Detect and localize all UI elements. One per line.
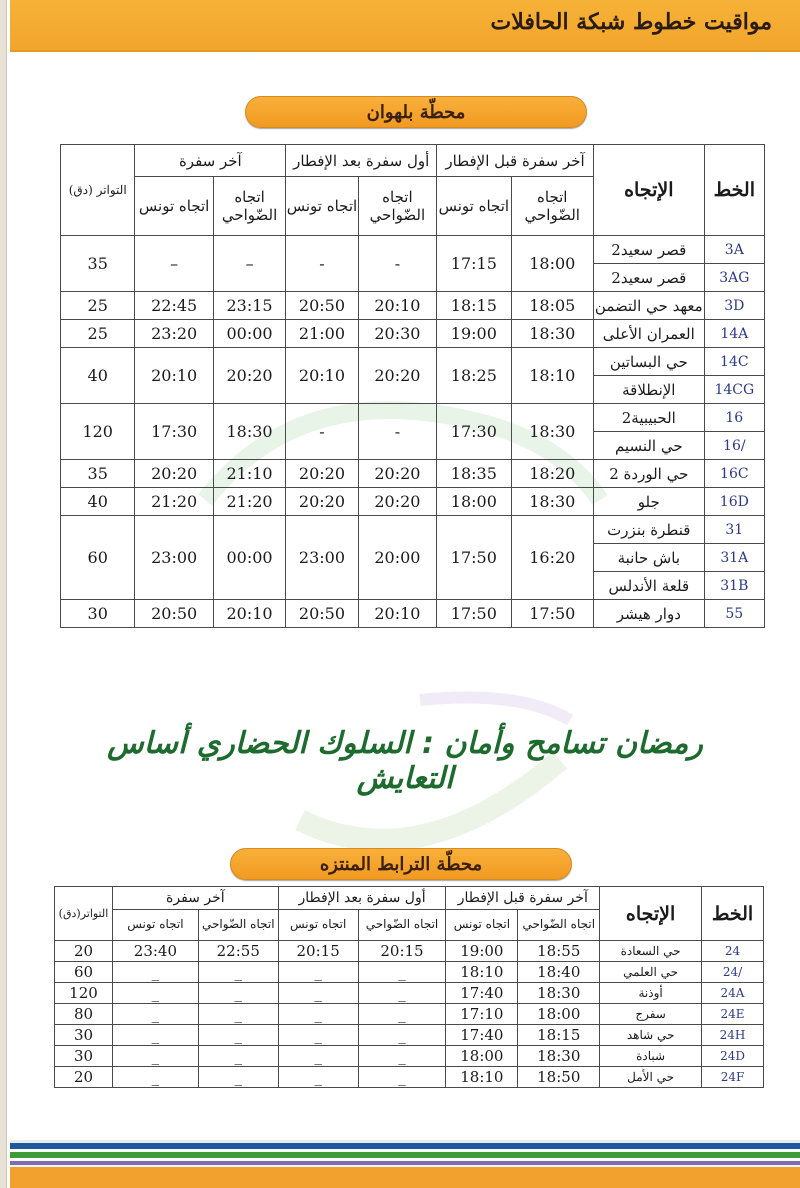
time-cell: 23:00	[286, 516, 358, 600]
direction-cell: سفرج	[600, 1004, 702, 1025]
time-cell: -	[358, 404, 436, 460]
time-cell: 19:00	[437, 320, 511, 348]
time-cell: 16:20	[511, 516, 593, 600]
time-cell: _	[278, 1004, 358, 1025]
time-cell: 18:30	[511, 320, 593, 348]
table-row	[61, 460, 765, 488]
line-code-cell: 31B	[704, 572, 764, 600]
time-cell: 18:30	[518, 983, 600, 1004]
time-cell: 00:00	[213, 516, 285, 600]
direction-cell: شبادة	[600, 1046, 702, 1067]
interval-cell: 20	[55, 1067, 113, 1088]
line-code-cell: 31A	[704, 544, 764, 572]
dir-tunis-header: اتجاه تونس	[112, 910, 198, 941]
time-cell: 18:15	[437, 292, 511, 320]
time-cell: 23:00	[135, 516, 213, 600]
direction-cell: قصر سعيد2	[593, 264, 704, 292]
time-cell: 19:00	[446, 941, 518, 962]
first-after-iftar-header: أول سفرة بعد الإفطار	[286, 145, 437, 177]
direction-cell: جلو	[593, 488, 704, 516]
line-code-cell: 24F	[702, 1067, 764, 1088]
time-cell: 17:15	[437, 236, 511, 292]
time-cell: 20:50	[286, 292, 358, 320]
dir-tunis-header: اتجاه تونس	[278, 910, 358, 941]
time-cell: _	[198, 1046, 278, 1067]
interval-cell: 25	[61, 320, 135, 348]
table-row	[61, 236, 765, 264]
line-header: الخط	[704, 145, 764, 236]
time-cell: 18:00	[518, 1004, 600, 1025]
table-row	[61, 600, 765, 628]
direction-header: الإتجاه	[593, 145, 704, 236]
time-cell: 20:20	[286, 488, 358, 516]
interval-cell: 30	[55, 1025, 113, 1046]
interval-cell: 20	[55, 941, 113, 962]
time-cell: 20:20	[358, 460, 436, 488]
time-cell: 17:50	[437, 516, 511, 600]
interval-cell: 40	[61, 348, 135, 404]
dir-suburbs-header: اتجاه الضّواحي	[358, 910, 446, 941]
time-cell: 20:50	[135, 600, 213, 628]
interval-cell: 30	[61, 600, 135, 628]
time-cell: _	[112, 1025, 198, 1046]
station1-schedule-table	[60, 144, 765, 628]
time-cell: 20:10	[135, 348, 213, 404]
interval-cell: 60	[55, 962, 113, 983]
time-cell: 20:30	[358, 320, 436, 348]
interval-cell: 120	[61, 404, 135, 460]
time-cell: 20:20	[358, 348, 436, 404]
time-cell: –	[213, 236, 285, 292]
time-cell: 18:30	[213, 404, 285, 460]
time-cell: _	[358, 1025, 446, 1046]
header-bar	[10, 0, 800, 52]
first-after-iftar-header: أول سفرة بعد الإفطار	[278, 887, 446, 910]
time-cell: _	[358, 962, 446, 983]
time-cell: _	[278, 962, 358, 983]
time-cell: 20:10	[286, 348, 358, 404]
station2-schedule-table	[54, 886, 764, 1088]
direction-cell: حي السعادة	[600, 941, 702, 962]
direction-cell: حي الوردة 2	[593, 460, 704, 488]
time-cell: –	[135, 236, 213, 292]
line-code-cell: 24	[702, 941, 764, 962]
time-cell: 00:00	[213, 320, 285, 348]
time-cell: 20:10	[358, 292, 436, 320]
time-cell: 18:30	[518, 1046, 600, 1067]
interval-cell: 30	[55, 1046, 113, 1067]
table-row	[55, 941, 764, 962]
before-iftar-header: آخر سفرة قبل الإفطار	[437, 145, 594, 177]
interval-cell: 80	[55, 1004, 113, 1025]
time-cell: _	[278, 1025, 358, 1046]
header-row	[61, 145, 765, 177]
table-row	[55, 1046, 764, 1067]
time-cell: 18:30	[511, 488, 593, 516]
time-cell: 21:00	[286, 320, 358, 348]
direction-cell: العمران الأعلى	[593, 320, 704, 348]
time-cell: 20:20	[286, 460, 358, 488]
table-row	[61, 516, 765, 544]
interval-cell: 120	[55, 983, 113, 1004]
time-cell: 20:10	[358, 600, 436, 628]
time-cell: _	[278, 983, 358, 1004]
time-cell: 21:20	[135, 488, 213, 516]
interval-cell: 35	[61, 236, 135, 292]
table-row	[55, 983, 764, 1004]
station2-title: محطّة الترابط المنتزه	[230, 848, 572, 880]
time-cell: 18:10	[446, 1067, 518, 1088]
dir-suburbs-header: اتجاه الضّواحي	[518, 910, 600, 941]
time-cell: _	[112, 1046, 198, 1067]
line-code-cell: 31	[704, 516, 764, 544]
direction-cell: حي الأمل	[600, 1067, 702, 1088]
line-code-cell: 16C	[704, 460, 764, 488]
line-code-cell: 14A	[704, 320, 764, 348]
time-cell: 18:25	[437, 348, 511, 404]
time-cell: _	[198, 962, 278, 983]
table-row	[55, 1004, 764, 1025]
time-cell: -	[358, 236, 436, 292]
direction-cell: حي النسيم	[593, 432, 704, 460]
direction-cell: أوذنة	[600, 983, 702, 1004]
time-cell: _	[112, 1004, 198, 1025]
time-cell: 20:20	[135, 460, 213, 488]
time-cell: 18:05	[511, 292, 593, 320]
time-cell: _	[358, 1046, 446, 1067]
time-cell: 20:10	[213, 600, 285, 628]
time-cell: 20:15	[358, 941, 446, 962]
time-cell: 18:30	[511, 404, 593, 460]
last-trip-header: آخر سفرة	[135, 145, 286, 177]
direction-header: الإتجاه	[600, 887, 702, 941]
dir-suburbs-header: اتجاه الضّواحي	[198, 910, 278, 941]
line-code-cell: 14C	[704, 348, 764, 376]
line-code-cell: 24D	[702, 1046, 764, 1067]
dir-tunis-header: اتجاه تونس	[437, 177, 511, 236]
table-row	[55, 1025, 764, 1046]
line-code-cell: 55	[704, 600, 764, 628]
time-cell: 18:40	[518, 962, 600, 983]
time-cell: _	[358, 983, 446, 1004]
dir-suburbs-header: اتجاه الضّواحي	[511, 177, 593, 236]
time-cell: _	[198, 1004, 278, 1025]
line-code-cell: 24A	[702, 983, 764, 1004]
last-trip-header: آخر سفرة	[112, 887, 278, 910]
time-cell: 18:55	[518, 941, 600, 962]
time-cell: -	[286, 404, 358, 460]
time-cell: 17:40	[446, 983, 518, 1004]
time-cell: 18:00	[437, 488, 511, 516]
dir-tunis-header: اتجاه تونس	[446, 910, 518, 941]
direction-cell: دوار هيشر	[593, 600, 704, 628]
time-cell: 17:10	[446, 1004, 518, 1025]
time-cell: 21:20	[213, 488, 285, 516]
line-code-cell: 14CG	[704, 376, 764, 404]
line-code-cell: 3A	[704, 236, 764, 264]
direction-cell: قصر سعيد2	[593, 236, 704, 264]
time-cell: 23:15	[213, 292, 285, 320]
interval-cell: 40	[61, 488, 135, 516]
interval-cell: 35	[61, 460, 135, 488]
time-cell: 23:20	[135, 320, 213, 348]
page-title: مواقيت خطوط شبكة الحافلات	[490, 9, 772, 35]
direction-cell: حي شاهد	[600, 1025, 702, 1046]
time-cell: 18:15	[518, 1025, 600, 1046]
time-cell: -	[286, 236, 358, 292]
line-code-cell: 16/	[704, 432, 764, 460]
before-iftar-header: آخر سفرة قبل الإفطار	[446, 887, 600, 910]
time-cell: 20:15	[278, 941, 358, 962]
interval-header: التواتر (دق)	[61, 145, 135, 236]
time-cell: _	[112, 983, 198, 1004]
table-row	[61, 348, 765, 376]
direction-cell: الإنطلاقة	[593, 376, 704, 404]
time-cell: 22:45	[135, 292, 213, 320]
page-edge	[0, 0, 7, 1188]
time-cell: 18:50	[518, 1067, 600, 1088]
table-row	[55, 962, 764, 983]
table-row	[61, 404, 765, 432]
line-header: الخط	[702, 887, 764, 941]
time-cell: _	[112, 1067, 198, 1088]
time-cell: 22:55	[198, 941, 278, 962]
time-cell: 17:30	[437, 404, 511, 460]
table-row	[55, 1067, 764, 1088]
time-cell: 21:10	[213, 460, 285, 488]
time-cell: 18:20	[511, 460, 593, 488]
time-cell: 20:20	[213, 348, 285, 404]
dir-tunis-header: اتجاه تونس	[286, 177, 358, 236]
direction-cell: حي العلمي	[600, 962, 702, 983]
time-cell: 18:35	[437, 460, 511, 488]
time-cell: _	[278, 1067, 358, 1088]
time-cell: 18:00	[446, 1046, 518, 1067]
dir-suburbs-header: اتجاه الضّواحي	[213, 177, 285, 236]
table-row	[61, 488, 765, 516]
time-cell: _	[278, 1046, 358, 1067]
line-code-cell: 16D	[704, 488, 764, 516]
direction-cell: قلعة الأندلس	[593, 572, 704, 600]
line-code-cell: 3AG	[704, 264, 764, 292]
interval-header: التواتر(دق)	[55, 887, 113, 941]
time-cell: 17:50	[437, 600, 511, 628]
header-row	[55, 887, 764, 910]
interval-cell: 60	[61, 516, 135, 600]
table-row	[61, 320, 765, 348]
time-cell: _	[358, 1067, 446, 1088]
footer-stripes	[10, 1140, 800, 1188]
dir-suburbs-header: اتجاه الضّواحي	[358, 177, 436, 236]
direction-cell: باش حانبة	[593, 544, 704, 572]
time-cell: 20:00	[358, 516, 436, 600]
time-cell: 18:00	[511, 236, 593, 292]
line-code-cell: 24H	[702, 1025, 764, 1046]
time-cell: 17:40	[446, 1025, 518, 1046]
line-code-cell: 24/	[702, 962, 764, 983]
line-code-cell: 16	[704, 404, 764, 432]
direction-cell: معهد حي التضمن	[593, 292, 704, 320]
time-cell: 17:30	[135, 404, 213, 460]
direction-cell: الحبيبية2	[593, 404, 704, 432]
time-cell: _	[112, 962, 198, 983]
time-cell: _	[358, 1004, 446, 1025]
table-row	[61, 292, 765, 320]
time-cell: 17:50	[511, 600, 593, 628]
direction-cell: قنطرة بنزرت	[593, 516, 704, 544]
time-cell: 23:40	[112, 941, 198, 962]
time-cell: 20:50	[286, 600, 358, 628]
ramadan-slogan: رمضان تسامح وأمان : السلوك الحضاري أساس التعايش	[107, 726, 703, 796]
time-cell: 20:20	[358, 488, 436, 516]
dir-tunis-header: اتجاه تونس	[135, 177, 213, 236]
station1-title: محطّة بلهوان	[245, 96, 587, 128]
time-cell: _	[198, 1025, 278, 1046]
time-cell: 18:10	[511, 348, 593, 404]
line-code-cell: 3D	[704, 292, 764, 320]
interval-cell: 25	[61, 292, 135, 320]
time-cell: _	[198, 983, 278, 1004]
time-cell: 18:10	[446, 962, 518, 983]
direction-cell: حي البساتين	[593, 348, 704, 376]
line-code-cell: 24E	[702, 1004, 764, 1025]
time-cell: _	[198, 1067, 278, 1088]
